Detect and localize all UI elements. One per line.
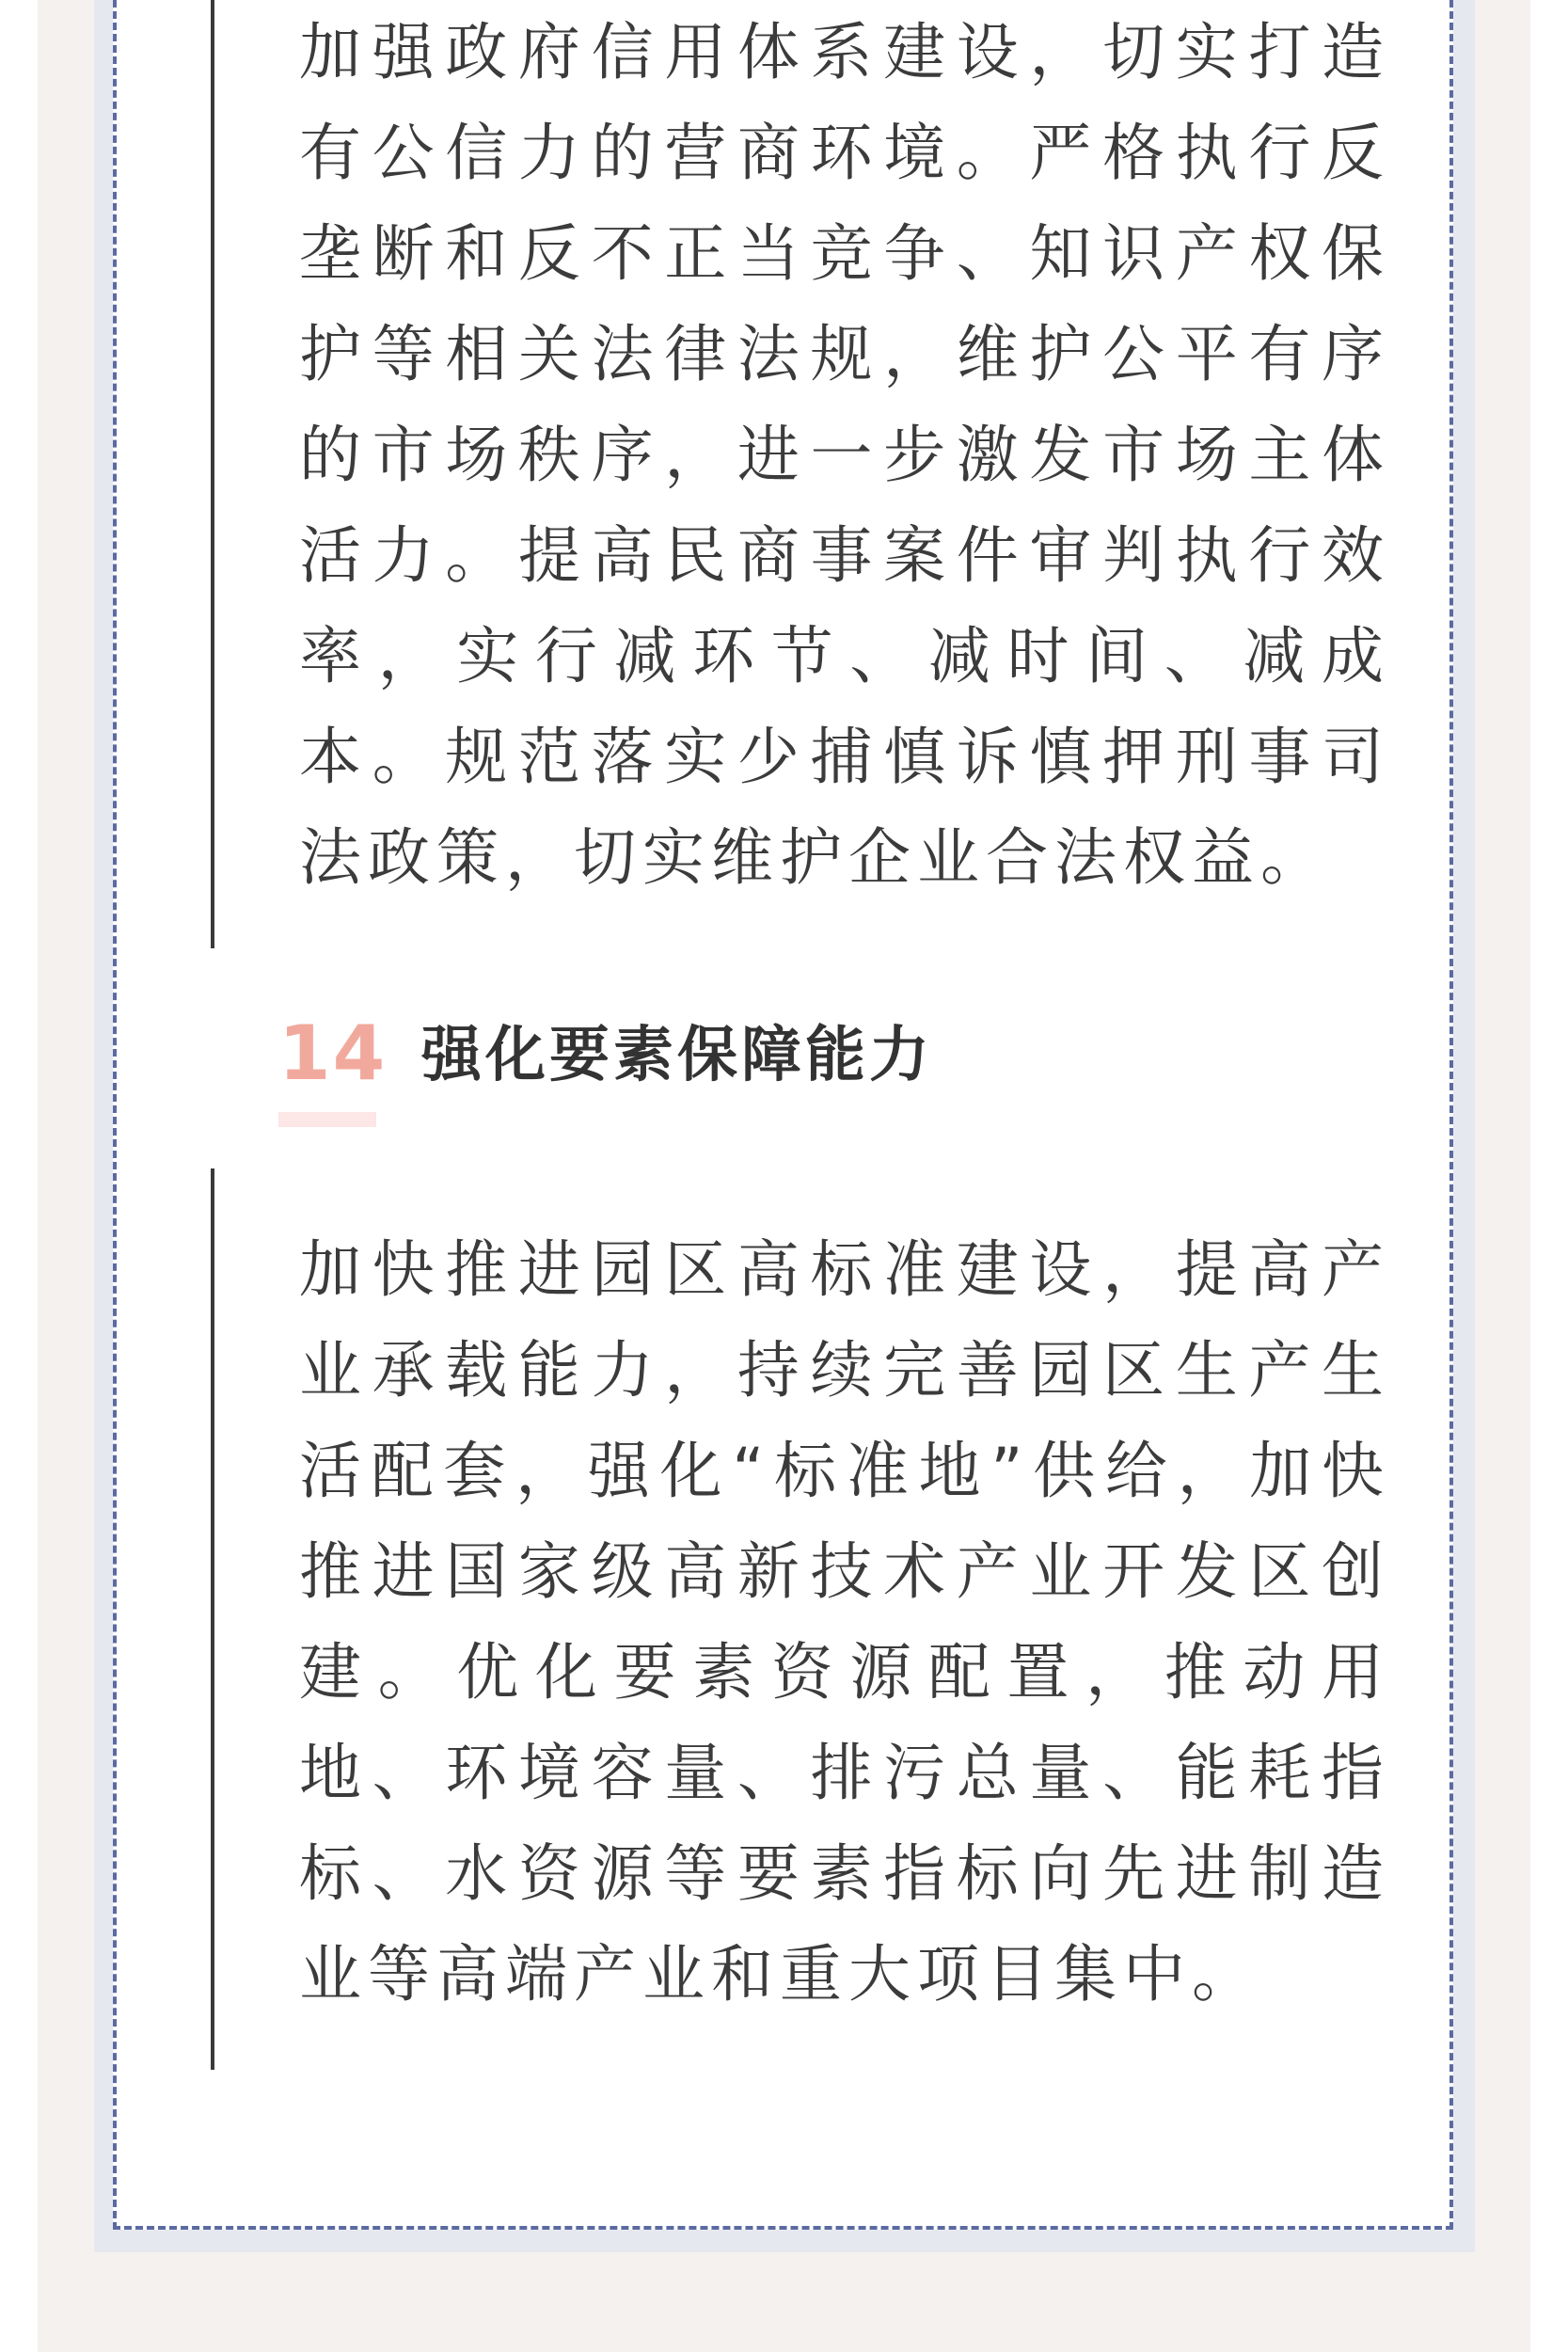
paragraph-accent-bar bbox=[211, 1168, 214, 2070]
paragraph-accent-bar bbox=[211, 0, 214, 948]
article-paragraph: 加快推进园区高标准建设，提高产业承载能力，持续完善园区生产生活配套，强化“标准地”供给，加快推进国家级高新技术产业开发区创建。优化要素资源配置，推动用地、环境容量、排污总量、能耗指标、水资源等要素指标向先进制造业等高端产业和重大项目集中。 bbox=[299, 1233, 1390, 2010]
article-paragraph: 加强政府信用体系建设，切实打造有公信力的营商环境。严格执行反垄断和反不正当竞争、知识产权保护等相关法律法规，维护公平有序的市场秩序，进一步激发市场主体活力。提高民商事案件审判执行效率，实行减环节、减时间、减成本。规范落实少捕慎诉慎押刑事司法政策，切实维护企业合法权益。 bbox=[299, 16, 1390, 894]
section-heading bbox=[278, 1005, 1407, 1127]
section-number-underline bbox=[278, 1112, 376, 1127]
section-number: 14 bbox=[278, 1009, 388, 1097]
section-title: 强化要素保障能力 bbox=[421, 1021, 933, 1090]
